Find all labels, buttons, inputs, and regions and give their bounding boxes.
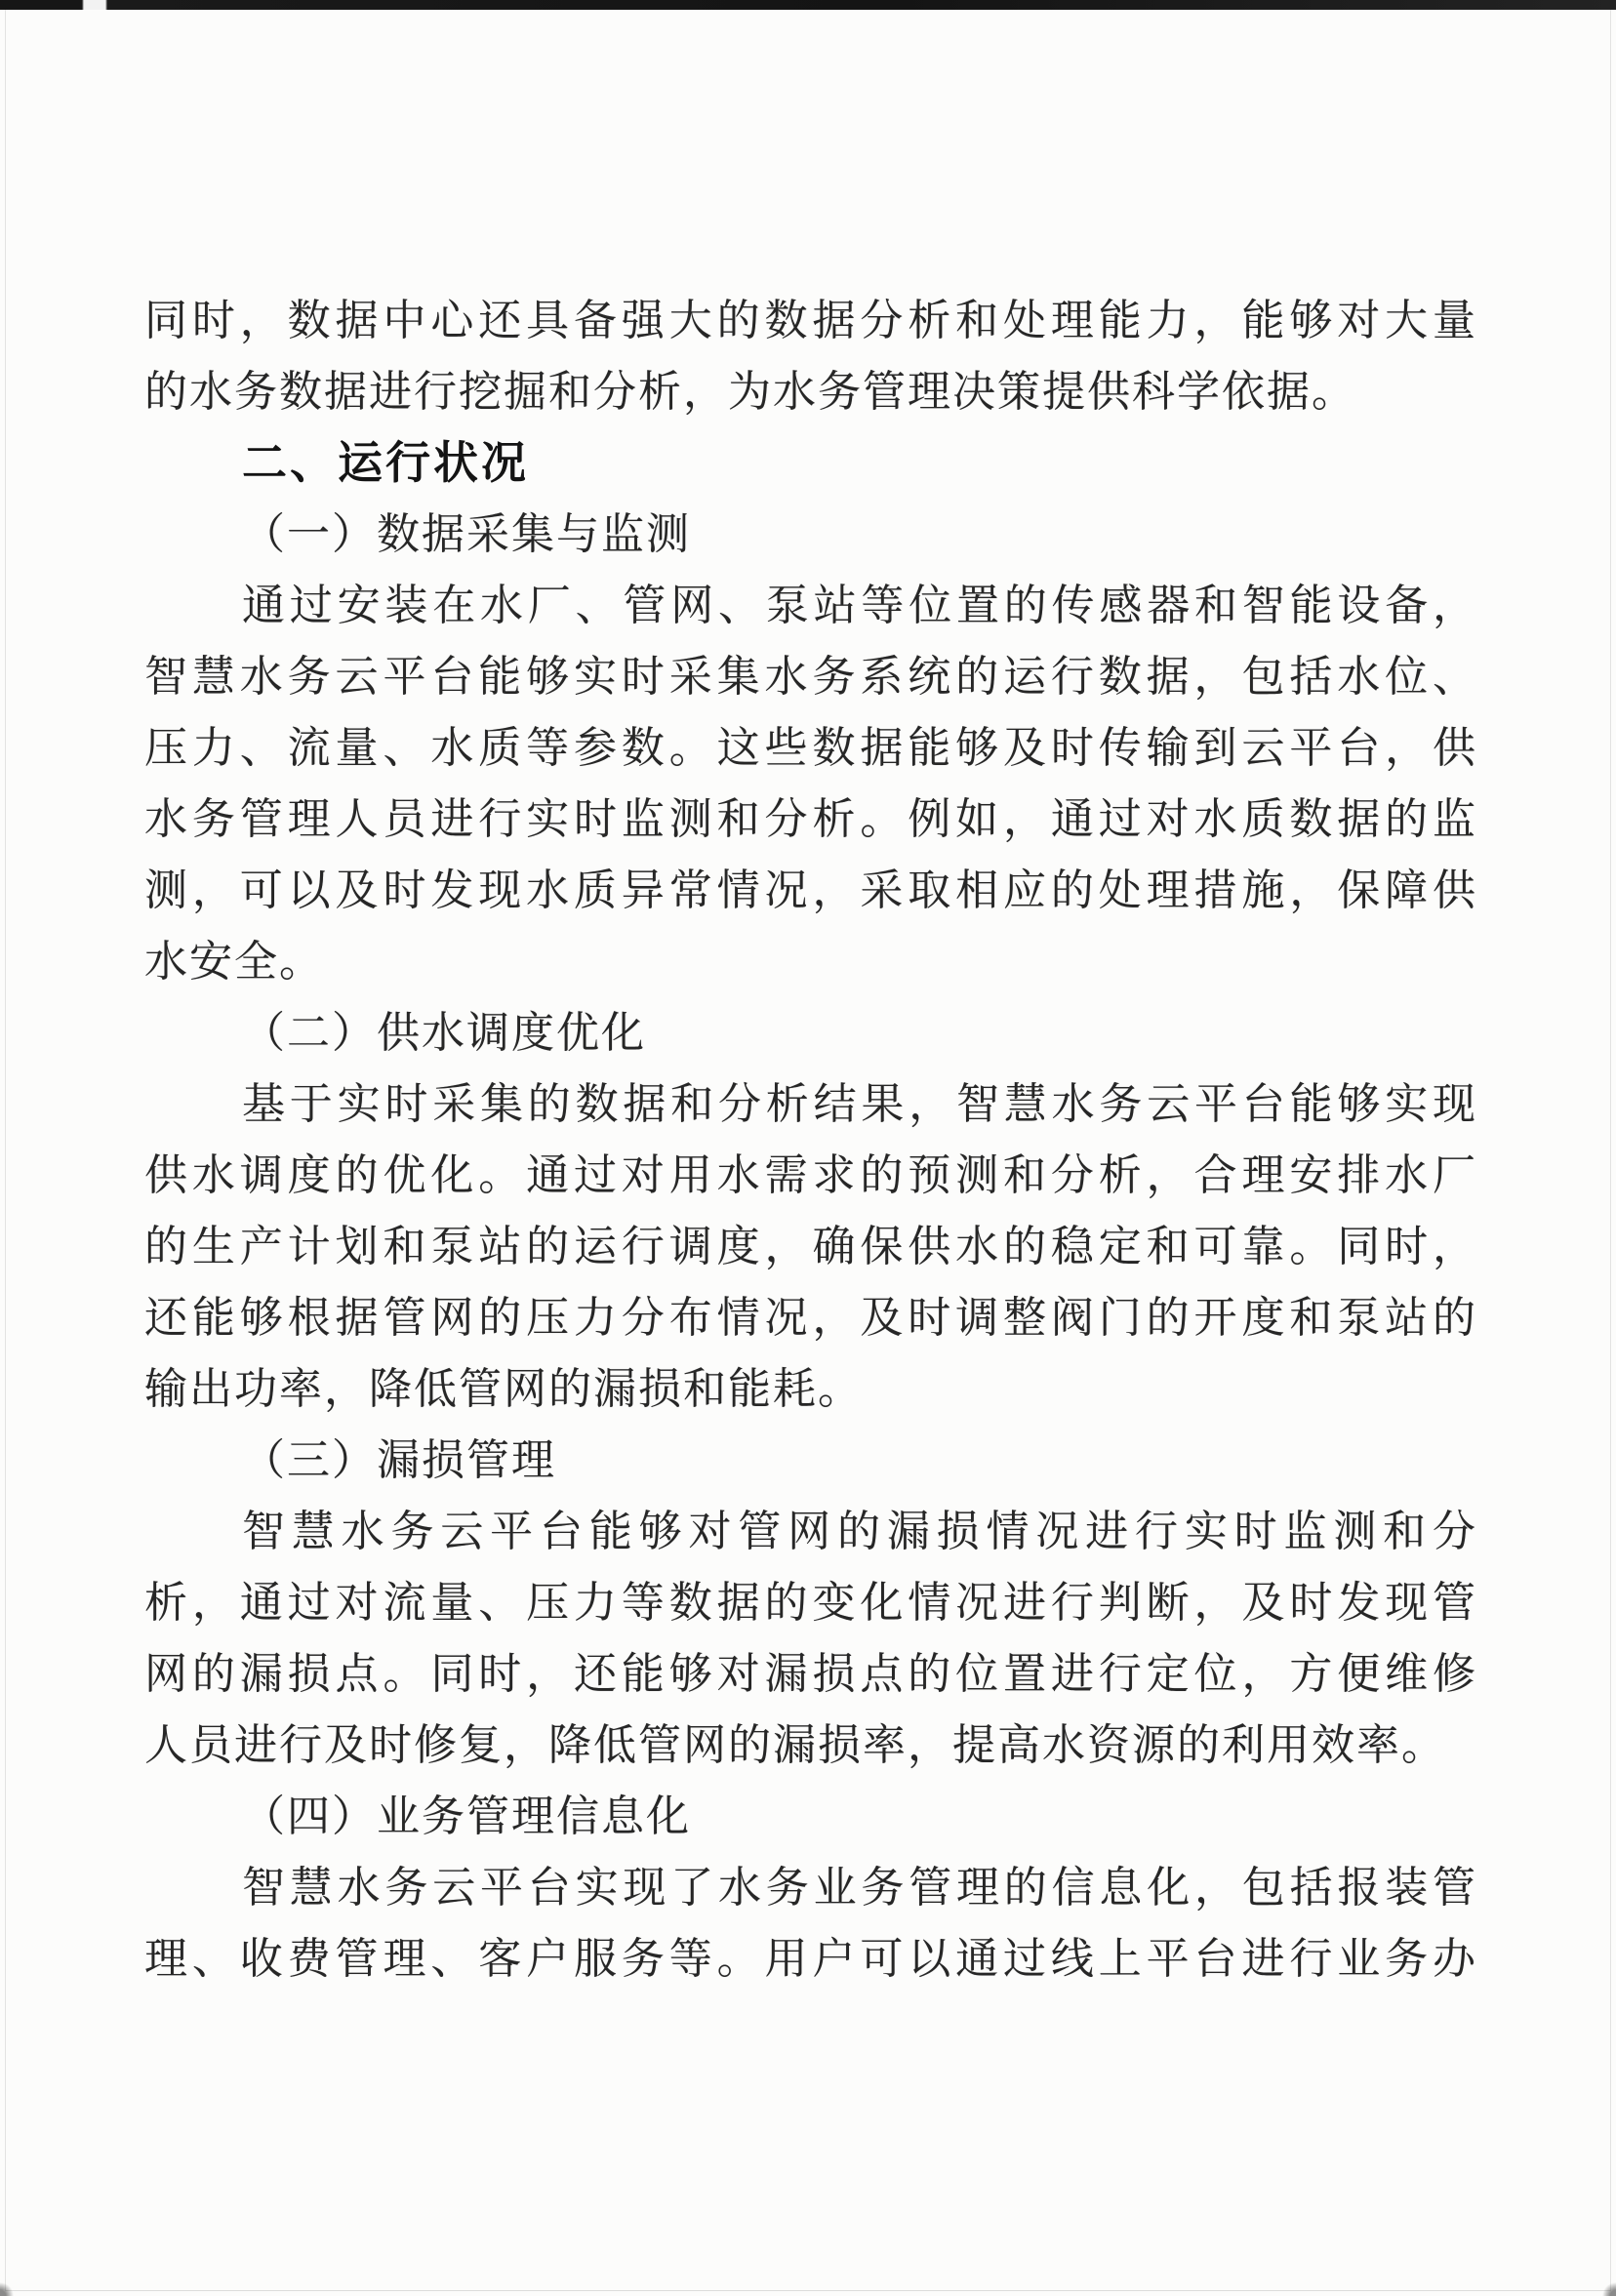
section-heading: 二、运行状况 (242, 437, 529, 488)
document-body (144, 285, 1475, 1994)
text-line: 智慧水务云平台能够对管网的漏损情况进行实时监测和分 (242, 1508, 1475, 1555)
text-line: 压力、流量、水质等参数。这些数据能够及时传输到云平台，供 (144, 724, 1475, 772)
text-line: 水务管理人员进行实时监测和分析。例如，通过对水质数据的监 (144, 795, 1475, 843)
scan-corner-bottom-right (1591, 2271, 1616, 2296)
subsection-heading: （二）供水调度优化 (242, 1009, 646, 1057)
text-line: 智慧水务云平台能够实时采集水务系统的运行数据，包括水位、 (144, 653, 1475, 701)
text-line: 人员进行及时修复，降低管网的漏损率，提高水资源的利用效率。 (144, 1721, 1446, 1769)
text-line: 水安全。 (144, 938, 324, 986)
text-line: 输出功率，降低管网的漏损和能耗。 (144, 1365, 863, 1413)
text-line: 供水调度的优化。通过对用水需求的预测和分析，合理安排水厂 (144, 1151, 1475, 1199)
subsection-heading: （三）漏损管理 (242, 1436, 556, 1484)
scan-corner-bottom-left (0, 2271, 25, 2296)
subsection-heading: （一）数据采集与监测 (242, 510, 691, 558)
text-line: 网的漏损点。同时，还能够对漏损点的位置进行定位，方便维修 (144, 1650, 1475, 1698)
text-line: 测，可以及时发现水质异常情况，采取相应的处理措施，保障供 (144, 866, 1475, 914)
text-line: 理、收费管理、客户服务等。用户可以通过线上平台进行业务办 (144, 1935, 1475, 1983)
text-line: 基于实时采集的数据和分析结果，智慧水务云平台能够实现 (242, 1080, 1475, 1128)
subsection-heading: （四）业务管理信息化 (242, 1792, 691, 1840)
text-line: 的生产计划和泵站的运行调度，确保供水的稳定和可靠。同时， (144, 1223, 1475, 1270)
text-line: 还能够根据管网的压力分布情况，及时调整阀门的开度和泵站的 (144, 1294, 1475, 1342)
text-line: 通过安装在水厂、管网、泵站等位置的传感器和智能设备， (242, 582, 1475, 629)
text-line: 析，通过对流量、压力等数据的变化情况进行判断，及时发现管 (144, 1579, 1475, 1627)
text-line: 智慧水务云平台实现了水务业务管理的信息化，包括报装管 (242, 1864, 1475, 1912)
text-line: 同时，数据中心还具备强大的数据分析和处理能力，能够对大量 (144, 297, 1475, 344)
text-line: 的水务数据进行挖掘和分析，为水务管理决策提供科学依据。 (144, 368, 1356, 416)
scan-edge-top (0, 0, 1616, 10)
